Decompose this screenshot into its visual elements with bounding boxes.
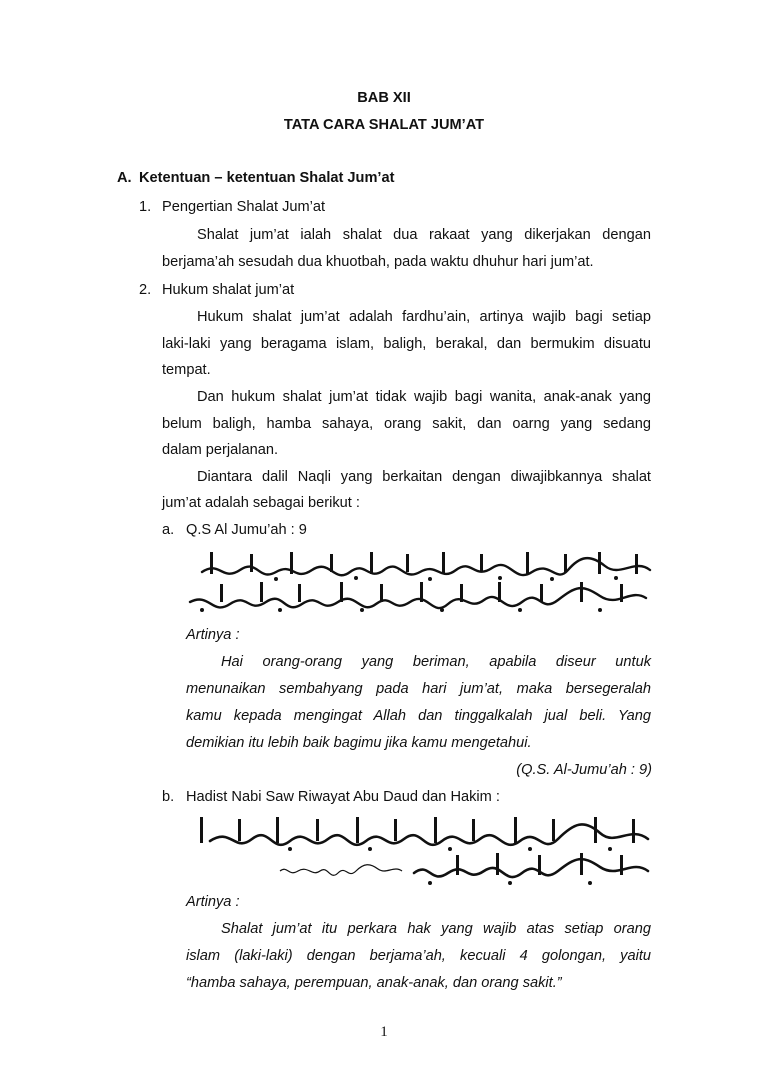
item-2-p1-line-3: tempat. xyxy=(162,362,211,378)
item-1-title: Pengertian Shalat Jum’at xyxy=(162,199,326,215)
sub-b-translation-line-1: Shalat jum’at itu perkara hak yang wajib atas setiap orang xyxy=(221,921,651,937)
sub-b-title: Hadist Nabi Saw Riwayat Abu Daud dan Hakim : xyxy=(186,789,500,805)
chapter-number: BAB XII xyxy=(357,90,411,106)
sub-a-translation-line-2: menunaikan sembahyang pada hari jum’at, maka bersegeralah xyxy=(186,681,651,697)
item-2-p3-line-2: jum’at adalah sebagai berikut : xyxy=(162,495,360,511)
section-a-label: A. xyxy=(117,170,132,186)
item-2-p2-line-3: dalam perjalanan. xyxy=(162,442,279,458)
item-2-label: 2. xyxy=(139,282,152,298)
item-2-p2-line-2: belum baligh, hamba sahaya, orang sakit, dan oarng yang sedang xyxy=(162,416,651,432)
sub-a-translation-line-3: kamu kepada mengingat Allah dan tinggalkalah jual beli. Yang xyxy=(186,708,651,724)
chapter-title: TATA CARA SHALAT JUM’AT xyxy=(283,117,485,133)
sub-a-label: a. xyxy=(162,522,175,538)
item-1-line-2: berjama’ah sesudah dua khuotbah, pada waktu dhuhur hari jum’at. xyxy=(162,254,594,270)
item-2-p3-line-1: Diantara dalil Naqli yang berkaitan dengan diwajibkannya shalat xyxy=(197,469,651,485)
page-number: 1 xyxy=(380,1024,388,1040)
sub-a-title: Q.S Al Jumu’ah : 9 xyxy=(186,522,307,538)
sub-b-translation-line-2: islam (laki-laki) dengan berjama’ah, kecuali 4 golongan, yaitu xyxy=(186,948,651,964)
item-2-p1-line-1: Hukum shalat jum’at adalah fardhu’ain, artinya wajib bagi setiap xyxy=(197,309,651,325)
sub-a-artinya-label: Artinya : xyxy=(186,627,240,643)
sub-b-translation-line-3: “hamba sahaya, perempuan, anak-anak, dan orang sakit.” xyxy=(186,975,562,991)
sub-a-translation-line-1: Hai orang-orang yang beriman, apabila diseur untuk xyxy=(221,654,651,670)
item-1-label: 1. xyxy=(139,199,152,215)
item-2-title: Hukum shalat jum’at xyxy=(162,282,295,298)
sub-b-label: b. xyxy=(162,789,175,805)
item-1-line-1: Shalat jum’at ialah shalat dua rakaat yang dikerjakan dengan xyxy=(197,227,651,243)
arabic-verse-image xyxy=(180,548,656,616)
sub-a-translation-line-4: demikian itu lebih baik bagimu jika kamu mengetahui. xyxy=(186,735,532,751)
item-2-p1-line-2: laki-laki yang beragama islam, baligh, berakal, dan bermukim disuatu xyxy=(162,336,651,352)
arabic-hadith-image xyxy=(180,813,656,889)
item-2-p2-line-1: Dan hukum shalat jum’at tidak wajib bagi wanita, anak-anak yang xyxy=(197,389,651,405)
sub-a-source: (Q.S. Al-Jumu’ah : 9) xyxy=(516,762,652,778)
sub-b-artinya-label: Artinya : xyxy=(186,894,240,910)
section-a-title: Ketentuan – ketentuan Shalat Jum’at xyxy=(139,170,395,186)
